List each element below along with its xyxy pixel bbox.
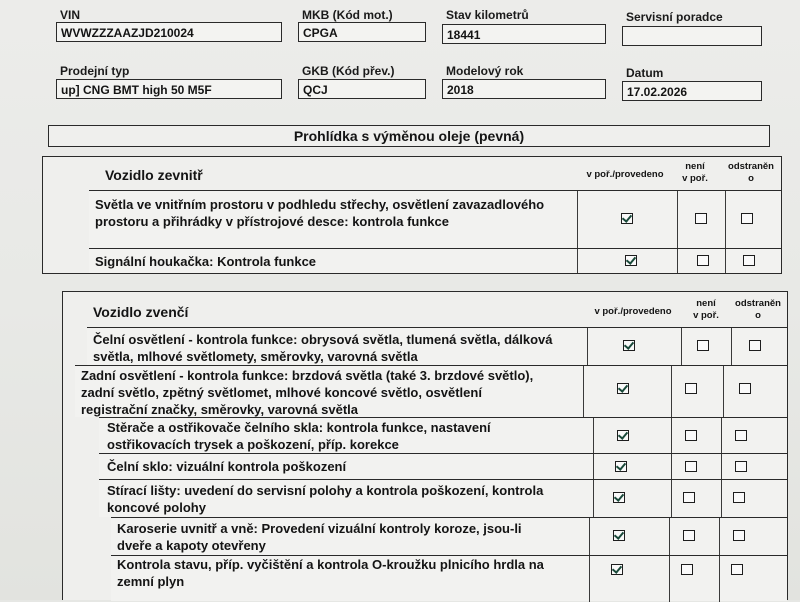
not-ok-checkbox[interactable] (685, 461, 697, 472)
exterior-row-2 (75, 365, 787, 417)
column-divider (577, 191, 578, 248)
interior-row-2 (89, 248, 781, 273)
vin-field: WVWZZZAAZJD210024 (56, 22, 282, 42)
done-checkbox[interactable] (625, 255, 637, 266)
done-checkbox[interactable] (613, 530, 625, 541)
not-ok-checkbox[interactable] (695, 213, 707, 224)
done-checkbox[interactable] (617, 383, 629, 394)
model-year-field: 2018 (442, 79, 606, 99)
done-checkbox[interactable] (621, 213, 633, 224)
interior-section-title: Vozidlo zevnitř (105, 167, 203, 183)
column-divider (719, 518, 720, 555)
column-divider (677, 249, 678, 273)
exterior-row-5 (99, 479, 787, 517)
not-ok-checkbox[interactable] (683, 492, 695, 503)
column-divider (671, 366, 672, 417)
exterior-row-3-text: Stěrače a ostřikovače čelního skla: kontrola funkce, nastavení ostřikovacích trysek a poškození, příp. korekce (107, 420, 491, 452)
column-fixed-header (729, 298, 787, 322)
fixed-checkbox[interactable] (733, 530, 745, 541)
sales-type-field: up] CNG BMT high 50 M5F (56, 79, 282, 99)
not-ok-checkbox[interactable] (685, 430, 697, 441)
column-divider (593, 480, 594, 517)
column-divider (719, 556, 720, 602)
column-divider (577, 249, 578, 273)
advisor-label: Servisní poradce (626, 10, 723, 24)
exterior-row-5-text: Stírací lišty: uvedení do servisní polohy a kontrola poškození, kontrola koncové polohy (107, 483, 544, 515)
column-divider (669, 556, 670, 602)
column-not-ok-line1: není (685, 161, 705, 172)
km-field: 18441 (442, 24, 606, 44)
column-divider (671, 418, 672, 453)
done-checkbox[interactable] (613, 492, 625, 503)
column-not-ok-line1: není (696, 298, 716, 309)
column-not-ok-line2: v poř. (693, 310, 719, 321)
column-fixed-line1: odstraněn (728, 161, 774, 172)
exterior-row-2-text: Zadní osvětlení - kontrola funkce: brzdová světla (také 3. brzdové světlo), zadní světlo, zpětný světlomet, mlhové koncové světlo, osvětlení registrační značky, směrovky, varovná světla (81, 368, 534, 417)
exterior-section (62, 291, 788, 600)
column-divider (723, 366, 724, 417)
fixed-checkbox[interactable] (741, 213, 753, 224)
fixed-checkbox[interactable] (735, 461, 747, 472)
not-ok-checkbox[interactable] (681, 564, 693, 575)
exterior-section-title: Vozidlo zvenčí (93, 304, 189, 320)
column-divider (583, 366, 584, 417)
column-divider (593, 454, 594, 479)
column-divider (721, 418, 722, 453)
column-fixed-line1: odstraněn (735, 298, 781, 309)
column-divider (721, 480, 722, 517)
column-not-ok-header (673, 161, 717, 185)
column-divider (671, 480, 672, 517)
column-divider (681, 328, 682, 365)
mkb-label: MKB (Kód mot.) (302, 8, 393, 22)
column-fixed-line2: o (748, 173, 754, 184)
column-divider (725, 249, 726, 273)
gkb-label: GKB (Kód přev.) (302, 64, 395, 78)
sales-type-label: Prodejní typ (60, 64, 130, 78)
column-divider (587, 328, 588, 365)
fixed-checkbox[interactable] (735, 430, 747, 441)
column-not-ok-line2: v poř. (682, 173, 708, 184)
exterior-row-7 (111, 555, 787, 601)
column-divider (721, 454, 722, 479)
done-checkbox[interactable] (623, 340, 635, 351)
interior-row-2-text: Signální houkačka: Kontrola funkce (95, 254, 317, 269)
interior-row-1-text: Světla ve vnitřním prostoru v podhledu střechy, osvětlení zavazadlového prostoru a přihrádky v přístrojové desce: kontrola funkce (95, 197, 545, 229)
exterior-row-4-text: Čelní sklo: vizuální kontrola poškození (107, 459, 347, 474)
fixed-checkbox[interactable] (743, 255, 755, 266)
column-divider (589, 518, 590, 555)
mkb-field: CPGA (298, 22, 426, 42)
gkb-field: QCJ (298, 79, 426, 99)
km-label: Stav kilometrů (446, 8, 529, 22)
column-divider (725, 191, 726, 248)
interior-row-1 (89, 190, 781, 248)
not-ok-checkbox[interactable] (683, 530, 695, 541)
fixed-checkbox[interactable] (731, 564, 743, 575)
done-checkbox[interactable] (617, 430, 629, 441)
exterior-row-1-text: Čelní osvětlení - kontrola funkce: obrysová světla, tlumená světla, dálková světla, mlhové světlomety, směrovky, varovná světla (93, 332, 553, 364)
column-divider (669, 518, 670, 555)
vin-label: VIN (60, 8, 81, 22)
column-divider (677, 191, 678, 248)
done-checkbox[interactable] (611, 564, 623, 575)
column-divider (589, 556, 590, 602)
fixed-checkbox[interactable] (749, 340, 761, 351)
date-field: 17.02.2026 (622, 81, 762, 101)
column-not-ok-header (685, 298, 727, 322)
done-checkbox[interactable] (615, 461, 627, 472)
column-divider (671, 454, 672, 479)
exterior-row-7-text: Kontrola stavu, příp. vyčištění a kontrola O-kroužku plnicího hrdla na zemní plyn (117, 557, 544, 589)
date-label: Datum (626, 66, 664, 80)
model-year-label: Modelový rok (446, 64, 524, 78)
column-fixed-line2: o (755, 310, 761, 321)
column-done-header: v poř./provedeno (594, 306, 672, 317)
column-divider (731, 328, 732, 365)
advisor-field (622, 26, 762, 46)
column-divider (593, 418, 594, 453)
inspection-type-banner: Prohlídka s výměnou oleje (pevná) (48, 125, 770, 147)
exterior-row-4 (99, 453, 787, 479)
exterior-row-3 (99, 417, 787, 453)
interior-section (42, 156, 782, 274)
not-ok-checkbox[interactable] (697, 255, 709, 266)
fixed-checkbox[interactable] (739, 383, 751, 394)
fixed-checkbox[interactable] (733, 492, 745, 503)
exterior-row-6 (111, 517, 787, 555)
column-done-header: v poř./provedeno (586, 169, 664, 180)
not-ok-checkbox[interactable] (685, 383, 697, 394)
exterior-row-1 (87, 327, 787, 365)
exterior-row-6-text: Karoserie uvnitř a vně: Provedení vizuální kontroly koroze, jsou-li dveře a kapoty otevřeny (117, 521, 522, 553)
column-fixed-header (723, 161, 779, 185)
not-ok-checkbox[interactable] (697, 340, 709, 351)
